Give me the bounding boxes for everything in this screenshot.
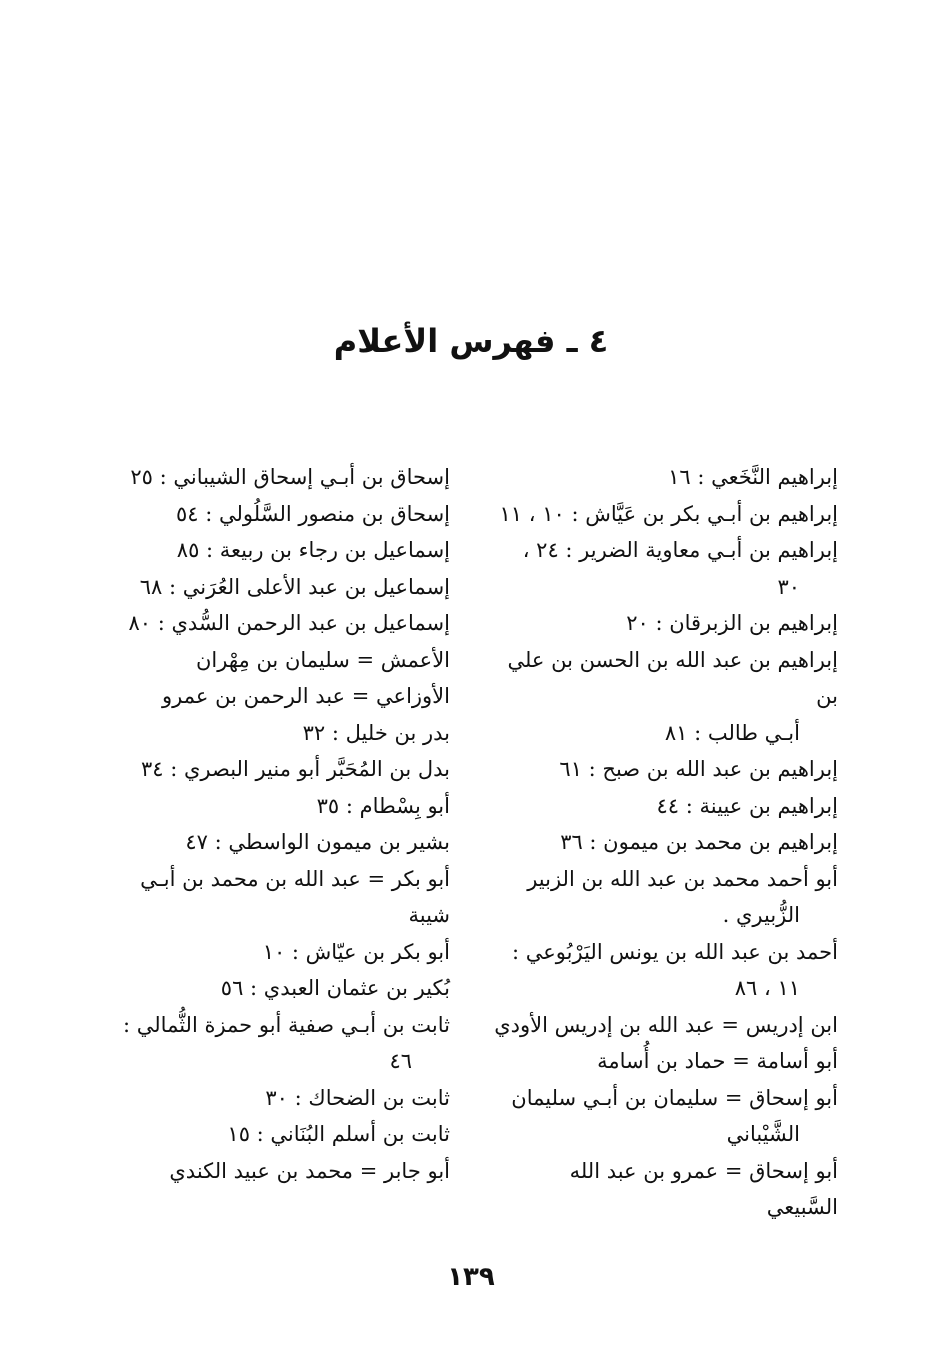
index-entry-text: إبراهيم بن أبـي بكر بن عَيَّاش : ١٠ ، ١١ xyxy=(499,501,838,526)
index-entry-continuation: ٣٠ xyxy=(777,574,800,599)
index-entry-text: الأعمش = سليمان بن مِهْران xyxy=(196,647,450,672)
index-entry-text: إبراهيم بن الزبرقان : ٢٠ xyxy=(626,611,838,635)
index-entry xyxy=(105,861,450,934)
index-entry xyxy=(493,824,838,861)
index-entry xyxy=(493,788,838,825)
index-entry-text: أبو جابر = محمد بن عبيد الكندي xyxy=(169,1158,450,1183)
index-entry xyxy=(105,824,450,861)
index-entry-text: إسحاق بن منصور السَّلُولي : ٥٤ xyxy=(176,501,450,526)
index-entry xyxy=(105,970,450,1007)
index-entry xyxy=(493,751,838,788)
index-entry-continuation: أبـي طالب : ٨١ xyxy=(664,720,800,745)
index-entry-text: أبو أسامة = حماد بن أُسامة xyxy=(597,1049,838,1073)
index-entry xyxy=(493,605,838,642)
page-title: ٤ ـ فهرس الأعلام xyxy=(333,322,609,360)
index-entry-text: إسماعيل بن رجاء بن ربيعة : ٨٥ xyxy=(176,538,450,562)
index-entry-text: أبو إسحاق = عمرو بن عبد الله السَّبيعي xyxy=(569,1158,838,1219)
index-column-left xyxy=(105,459,450,1189)
index-entry xyxy=(105,605,450,642)
index-entry-text: إسماعيل بن عبد الأعلى العُرَني : ٦٨ xyxy=(139,574,450,599)
index-entry xyxy=(493,1007,838,1044)
index-entry-text: أبو بكر بن عيّاش : ١٠ xyxy=(262,939,450,964)
index-entry-text: أبو بِسْطام : ٣٥ xyxy=(316,793,450,818)
index-entry xyxy=(493,1043,838,1080)
index-entry-text: إسماعيل بن عبد الرحمن السُّدي : ٨٠ xyxy=(128,611,450,635)
index-entry-text: بُكير بن عثمان العبدي : ٥٦ xyxy=(220,976,450,1000)
index-entry-text: ثابت بن أبـي صفية أبو حمزة الثُّمالي : xyxy=(123,1012,450,1037)
index-entry-continuation: الزُّبيري . xyxy=(722,903,800,927)
index-entry-text: أبو بكر = عبد الله بن محمد بن أبـي شيبة xyxy=(140,866,450,927)
index-entry xyxy=(105,532,450,569)
index-entry-text: إبراهيم بن أبـي معاوية الضرير : ٢٤ ، xyxy=(522,538,838,562)
index-entry-continuation: ١١ ، ٨٦ xyxy=(734,976,800,1000)
index-entry xyxy=(493,1153,838,1226)
index-entry-text: أبو إسحاق = سليمان بن أبـي سليمان xyxy=(511,1085,838,1110)
index-entry xyxy=(493,642,838,752)
index-entry xyxy=(105,751,450,788)
index-entry xyxy=(105,459,450,496)
index-entry xyxy=(493,459,838,496)
index-entry-text: أبو أحمد محمد بن عبد الله بن الزبير xyxy=(527,866,838,891)
index-entry xyxy=(493,496,838,533)
index-entry-text: إبراهيم بن محمد بن ميمون : ٣٦ xyxy=(560,830,838,854)
index-entry-text: إبراهيم النَّخَعي : ١٦ xyxy=(668,465,838,489)
index-entry xyxy=(105,1153,450,1190)
index-entry xyxy=(105,788,450,825)
index-entry-text: إبراهيم بن عيينة : ٤٤ xyxy=(656,793,838,818)
index-entry xyxy=(105,1007,450,1080)
index-entry-text: إبراهيم بن عبد الله بن الحسن بن علي بن xyxy=(507,647,838,708)
index-entry-text: الأوزاعي = عبد الرحمن بن عمرو xyxy=(162,684,450,708)
index-entry xyxy=(493,532,838,605)
index-entry-continuation: ٤٦ xyxy=(389,1049,412,1073)
index-entry-text: بشير بن ميمون الواسطي : ٤٧ xyxy=(185,830,450,854)
index-column-right xyxy=(493,459,838,1226)
index-entry xyxy=(105,1080,450,1117)
index-entry-text: إسحاق بن أبـي إسحاق الشيباني : ٢٥ xyxy=(130,465,450,489)
page-number: ١٣٩ xyxy=(447,1262,495,1292)
index-entry xyxy=(105,715,450,752)
index-entry-text: إبراهيم بن عبد الله بن صبح : ٦١ xyxy=(559,757,838,781)
index-entry xyxy=(105,569,450,606)
index-entry-text: بدر بن خليل : ٣٢ xyxy=(302,720,450,745)
index-entry xyxy=(105,496,450,533)
index-entry-text: أحمد بن عبد الله بن يونس اليَرْبُوعي : xyxy=(512,939,838,964)
index-entry-text: بدل بن المُحَبَّر أبو منير البصري : ٣٤ xyxy=(140,757,450,781)
index-entry xyxy=(493,934,838,1007)
index-entry-text: ثابت بن أسلم البُنَاني : ١٥ xyxy=(227,1122,450,1146)
index-entry xyxy=(105,1116,450,1153)
index-entry xyxy=(105,642,450,679)
index-entry-text: ثابت بن الضحاك : ٣٠ xyxy=(265,1085,450,1110)
index-entry-text: ابن إدريس = عبد الله بن إدريس الأودي xyxy=(494,1012,838,1037)
index-entry-continuation: الشَّيْباني xyxy=(726,1122,800,1146)
index-entry xyxy=(105,934,450,971)
index-entry xyxy=(493,1080,838,1153)
index-entry xyxy=(493,861,838,934)
index-entry xyxy=(105,678,450,715)
